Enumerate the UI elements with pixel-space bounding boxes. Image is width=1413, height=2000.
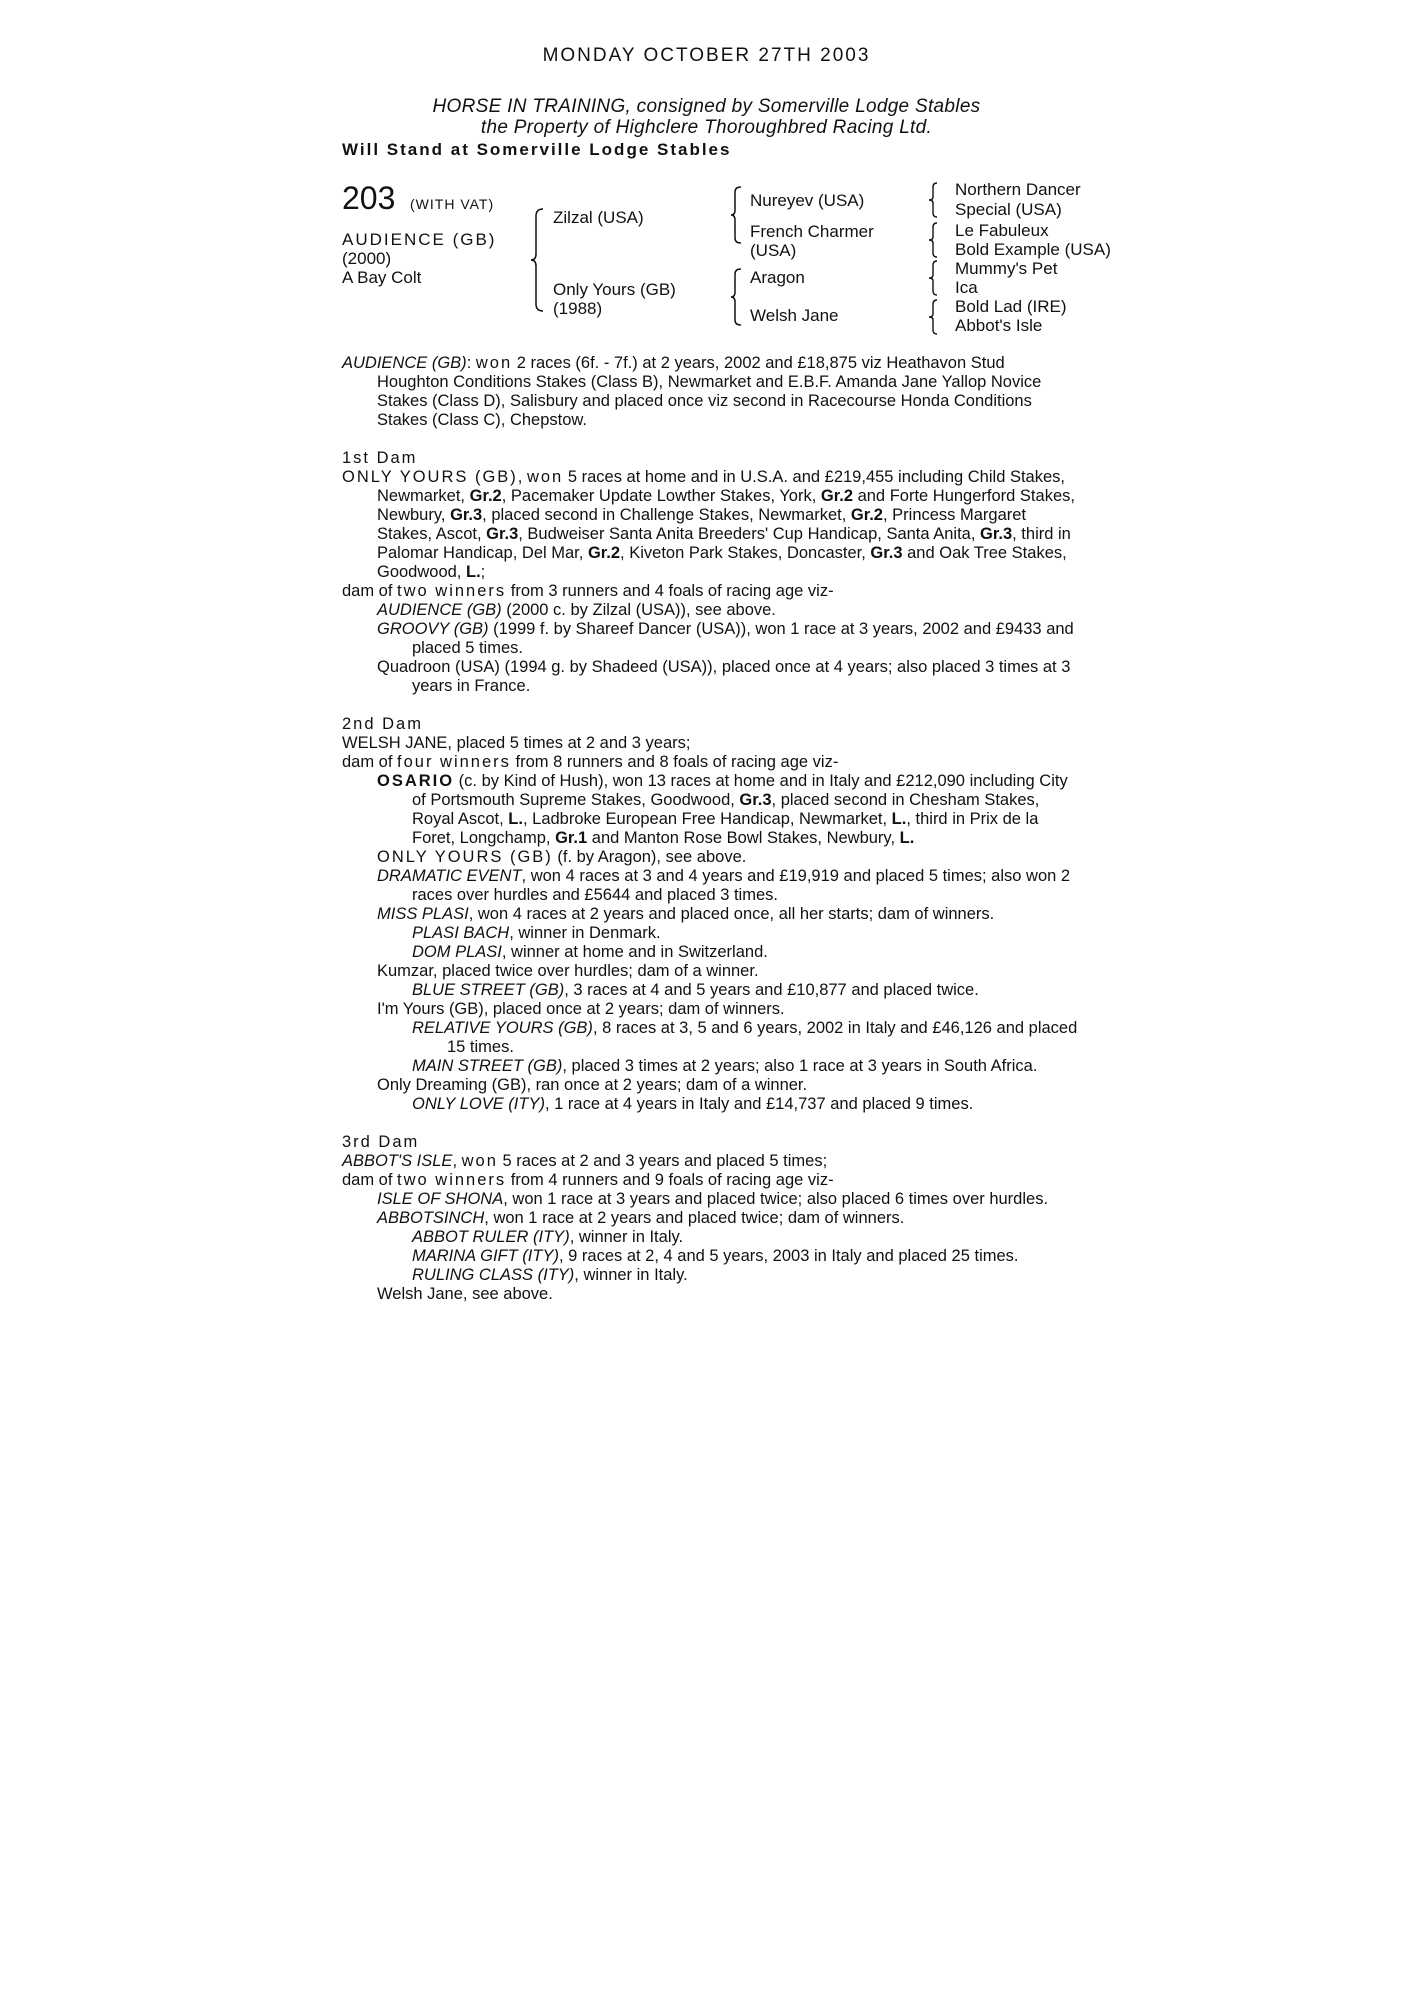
- consignment-line-2: the Property of Highclere Thoroughbred Racing Ltd.: [480, 117, 933, 138]
- produce-text: (2000 c. by Zilzal (USA)), see above.: [501, 601, 776, 619]
- produce-text: , winner in Denmark.: [509, 924, 661, 942]
- produce-entry: Only Dreaming (GB), ran once at 2 years; dam of a winner.: [377, 1076, 808, 1094]
- produce-name: DOM PLASI: [412, 943, 502, 961]
- produce-text: , won 1 race at 2 years and placed twice; dam of winners.: [484, 1209, 905, 1227]
- group-label: Gr.3: [980, 525, 1013, 543]
- third-dam-name: ABBOT'S ISLE: [342, 1152, 453, 1170]
- grand-produce-entry: [342, 1247, 1080, 1266]
- third-dam-produce-summary: [342, 1171, 1080, 1190]
- dam-of-suffix: from 3 runners and 4 foals of racing age viz-: [506, 582, 834, 600]
- first-dam-won: won: [526, 468, 564, 486]
- produce-name: GROOVY (GB): [377, 620, 489, 638]
- pedigree-sire-dam-line-2: (USA): [750, 241, 797, 260]
- produce-name: ISLE OF SHONA: [377, 1190, 504, 1208]
- pedigree-dam-line-1: Only Yours (GB): [553, 280, 676, 299]
- lot-number: 203: [342, 180, 396, 216]
- pedigree-sire-dam-line-1: French Charmer: [750, 222, 874, 241]
- first-dam-heading: 1st Dam: [342, 449, 418, 467]
- pedigree-ggs-6: Ica: [955, 278, 978, 297]
- pedigree-brace-g1: [928, 182, 938, 218]
- produce-entry: Welsh Jane, see above.: [377, 1285, 553, 1303]
- produce-name: PLASI BACH: [412, 924, 510, 942]
- produce-name: AUDIENCE (GB): [377, 601, 502, 619]
- first-dam-text-3: and Forte Hungerford Stakes, Newbury,: [377, 487, 1075, 524]
- first-dam-text-5: , Princess Margaret Stakes, Ascot,: [377, 506, 1027, 543]
- listed-label: L.: [899, 829, 915, 847]
- record-won: won: [475, 354, 513, 372]
- pedigree-ggs-7: Bold Lad (IRE): [955, 297, 1067, 316]
- produce-name: RELATIVE YOURS (GB): [412, 1019, 593, 1037]
- produce-entry: Kumzar, placed twice over hurdles; dam of a winner.: [377, 962, 759, 980]
- sale-date-heading: MONDAY OCTOBER 27TH 2003: [542, 45, 871, 66]
- first-dam-text-4: , placed second in Challenge Stakes, Newmarket,: [482, 506, 851, 524]
- dam-of-suffix: from 4 runners and 9 foals of racing age viz-: [506, 1171, 834, 1189]
- pedigree-dam-dam: Welsh Jane: [750, 306, 839, 325]
- produce-text: (1999 f. by Shareef Dancer (USA)), won 1 race at 3 years, 2002 and £9433 and placed 5 times.: [412, 620, 1074, 657]
- group-label: Gr.3: [450, 506, 483, 524]
- produce-text: , won 1 race at 3 years and placed twice; also placed 6 times over hurdles.: [503, 1190, 1049, 1208]
- first-dam-text-1: 5 races at home and in U.S.A. and £219,455 including Child Stakes, Newmarket,: [377, 468, 1065, 505]
- grand-produce-entry: [342, 943, 1080, 962]
- group-label: Gr.2: [850, 506, 883, 524]
- produce-entry: [342, 772, 1080, 848]
- produce-entry: [342, 620, 1080, 658]
- produce-entry: [342, 601, 1080, 620]
- listed-label: L.: [891, 810, 907, 828]
- produce-text: , won 4 races at 2 years and placed once, all her starts; dam of winners.: [468, 905, 995, 923]
- produce-name: DRAMATIC EVENT: [377, 867, 522, 885]
- third-dam-text: 5 races at 2 and 3 years and placed 5 times;: [497, 1152, 828, 1170]
- pedigree-brace-g4: [928, 299, 938, 335]
- first-dam-text-2: , Pacemaker Update Lowther Stakes, York,: [501, 487, 821, 505]
- lot-vat-label: (WITH VAT): [410, 196, 495, 212]
- produce-entry: Quadroon (USA) (1994 g. by Shadeed (USA)), placed once at 4 years; also placed 3 times at 3 years in France.: [377, 658, 1071, 695]
- produce-entry: I'm Yours (GB), placed once at 2 years; dam of winners.: [377, 1000, 785, 1018]
- produce-text: , winner in Italy.: [569, 1228, 684, 1246]
- produce-name: RULING CLASS (ITY): [412, 1266, 575, 1284]
- will-stand-line: Will Stand at Somerville Lodge Stables: [342, 140, 732, 159]
- dam-of-winners: two winners: [397, 1171, 507, 1189]
- group-label: Gr.1: [555, 829, 588, 847]
- produce-name: MAIN STREET (GB): [412, 1057, 563, 1075]
- horse-name: AUDIENCE (GB): [342, 230, 497, 249]
- consignment-line-1: HORSE IN TRAINING, consigned by Somerville Lodge Stables: [432, 96, 981, 117]
- produce-text: , winner at home and in Switzerland.: [501, 943, 768, 961]
- produce-text: and Manton Rose Bowl Stakes, Newbury,: [587, 829, 900, 847]
- produce-text: , 1 race at 4 years in Italy and £14,737 and placed 9 times.: [544, 1095, 974, 1113]
- grand-produce-entry: [342, 981, 1080, 1000]
- produce-text: , Ladbroke European Free Handicap, Newmarket,: [522, 810, 892, 828]
- first-dam-text-9: and Oak Tree Stakes, Goodwood,: [377, 544, 1067, 581]
- produce-text: , placed 3 times at 2 years; also 1 race at 3 years in South Africa.: [562, 1057, 1038, 1075]
- pedigree-brace-g3: [928, 260, 938, 296]
- group-label: Gr.2: [587, 544, 621, 562]
- third-dam-heading: 3rd Dam: [342, 1133, 420, 1151]
- produce-name: ABBOT RULER (ITY): [412, 1228, 570, 1246]
- pedigree-sire: Zilzal (USA): [553, 208, 644, 227]
- produce-text: (f. by Aragon), see above.: [552, 848, 747, 866]
- produce-name: MISS PLASI: [377, 905, 469, 923]
- second-dam-heading: 2nd Dam: [342, 715, 423, 733]
- pedigree-ggs-2: Special (USA): [955, 200, 1062, 219]
- pedigree-brace-sire: [730, 186, 742, 244]
- pedigree-dam-line-2: (1988): [553, 299, 603, 318]
- horse-foaling-year: (2000): [342, 249, 392, 268]
- pedigree-dam-sire: Aragon: [750, 268, 805, 287]
- race-record: AUDIENCE (GB): won 2 races (6f. - 7f.) at 2 years, 2002 and £18,875 viz Heathavon Stud Houghton Conditions Stakes (Class B), Newmarket and E.B.F. Amanda Jane Yallop Novice Stakes (Class D), Salisbury and placed once viz second in Racecourse Honda Conditions Stakes (Class C), Chepstow.: [342, 354, 1042, 429]
- produce-name: MARINA GIFT (ITY): [412, 1247, 559, 1265]
- record-horse-name: AUDIENCE (GB): [342, 354, 467, 372]
- third-dam-record: ABBOT'S ISLE, won 5 races at 2 and 3 years and placed 5 times;: [342, 1152, 828, 1170]
- produce-name: ABBOTSINCH: [377, 1209, 485, 1227]
- produce-entry: [342, 905, 1080, 924]
- dam-of-suffix: from 8 runners and 8 foals of racing age viz-: [510, 753, 839, 771]
- horse-description: A Bay Colt: [342, 268, 422, 287]
- first-dam-record: ONLY YOURS (GB), won 5 races at home and in U.S.A. and £219,455 including Child Stakes, Newmarket, Gr.2, Pacemaker Update Lowther Stakes, York, Gr.2 and Forte Hungerford Stakes, Newbury, Gr.3, placed second in Challenge Stakes, Newmarket, Gr.2, Princess Margaret Stakes, Ascot, Gr.3, Budweiser Santa Anita Breeders' Cup Handicap, Santa Anita, Gr.3, third in Palomar Handicap, Del Mar, Gr.2, Kiveton Park Stakes, Doncaster, Gr.3 and Oak Tree Stakes, Goodwood, L.;: [342, 468, 1075, 581]
- pedigree-ggs-4: Bold Example (USA): [955, 240, 1111, 259]
- group-label: Gr.3: [739, 791, 772, 809]
- first-dam-produce-summary: [342, 582, 1080, 601]
- produce-entry: [342, 1190, 1080, 1209]
- grand-produce-entry: [342, 1266, 1080, 1285]
- first-dam-text-7: , third in Palomar Handicap, Del Mar,: [377, 525, 1071, 562]
- dam-of-prefix: dam of: [342, 582, 398, 600]
- record-text: 2 races (6f. - 7f.) at 2 years, 2002 and £18,875 viz Heathavon Stud Houghton Conditions Stakes (Class B), Newmarket and E.B.F. Amanda Jane Yallop Novice Stakes (Class D), Salisbury and placed once viz second in Racecourse Honda Conditions Stakes (Class C), Chepstow.: [377, 354, 1042, 429]
- produce-text: (c. by Kind of Hush), won 13 races at home and in Italy and £212,090 including City of Portsmouth Supreme Stakes, Goodwood,: [412, 772, 1068, 809]
- produce-text: , 9 races at 2, 4 and 5 years, 2003 in Italy and placed 25 times.: [558, 1247, 1019, 1265]
- pedigree-ggs-1: Northern Dancer: [955, 180, 1081, 199]
- group-label: Gr.3: [486, 525, 519, 543]
- produce-text: , placed second in Chesham Stakes, Royal Ascot,: [412, 791, 1040, 828]
- pedigree-brace-g2: [928, 222, 938, 258]
- first-dam-name: ONLY YOURS (GB): [342, 468, 518, 486]
- group-label: Gr.3: [870, 544, 903, 562]
- first-dam-text-10: ;: [480, 563, 486, 581]
- pedigree-ggs-3: Le Fabuleux: [955, 221, 1049, 240]
- grand-produce-entry: [342, 1095, 1080, 1114]
- produce-name: ONLY YOURS (GB): [377, 848, 553, 866]
- pedigree-sire-sire: Nureyev (USA): [750, 191, 865, 210]
- first-dam-text-6: , Budweiser Santa Anita Breeders' Cup Handicap, Santa Anita,: [518, 525, 981, 543]
- pedigree-ggs-8: Abbot's Isle: [955, 316, 1043, 335]
- produce-entry: [342, 867, 1080, 905]
- consignment-heading: [0, 96, 1413, 138]
- third-dam-won: won: [461, 1152, 498, 1170]
- produce-name: OSARIO: [377, 772, 455, 790]
- produce-text: , 8 races at 3, 5 and 6 years, 2002 in Italy and £46,126 and placed 15 times.: [447, 1019, 1078, 1056]
- listed-label: L.: [508, 810, 523, 828]
- dam-of-prefix: dam of: [342, 753, 398, 771]
- second-dam-produce-summary: [342, 753, 1080, 772]
- dam-of-winners: two winners: [397, 582, 507, 600]
- grand-produce-entry: [342, 1057, 1080, 1076]
- grand-produce-entry: [342, 1019, 1080, 1057]
- listed-label: L.: [465, 563, 481, 581]
- produce-text: , winner in Italy.: [574, 1266, 688, 1284]
- catalogue-body: [342, 354, 1080, 1304]
- produce-text: , won 4 races at 3 and 4 years and £19,919 and placed 5 times; also won 2 races over hurdles and £5644 and placed 3 times.: [412, 867, 1071, 904]
- produce-entry: [342, 1209, 1080, 1228]
- pedigree-brace-dam: [730, 268, 742, 326]
- produce-text: , third in Prix de la Foret, Longchamp,: [412, 810, 1039, 847]
- produce-name: BLUE STREET (GB): [412, 981, 565, 999]
- first-dam-text-8: , Kiveton Park Stakes, Doncaster,: [620, 544, 871, 562]
- produce-entry: [342, 848, 1080, 867]
- produce-text: , 3 races at 4 and 5 years and £10,877 and placed twice.: [564, 981, 979, 999]
- dam-of-prefix: dam of: [342, 1171, 398, 1189]
- pedigree-ggs-5: Mummy's Pet: [955, 259, 1058, 278]
- pedigree-brace-main: [530, 208, 544, 312]
- grand-produce-entry: [342, 1228, 1080, 1247]
- produce-name: ONLY LOVE (ITY): [412, 1095, 545, 1113]
- group-label: Gr.2: [469, 487, 502, 505]
- grand-produce-entry: [342, 924, 1080, 943]
- dam-of-winners: four winners: [397, 753, 511, 771]
- second-dam-record: WELSH JANE, placed 5 times at 2 and 3 years;: [342, 734, 691, 752]
- group-label: Gr.2: [820, 487, 853, 505]
